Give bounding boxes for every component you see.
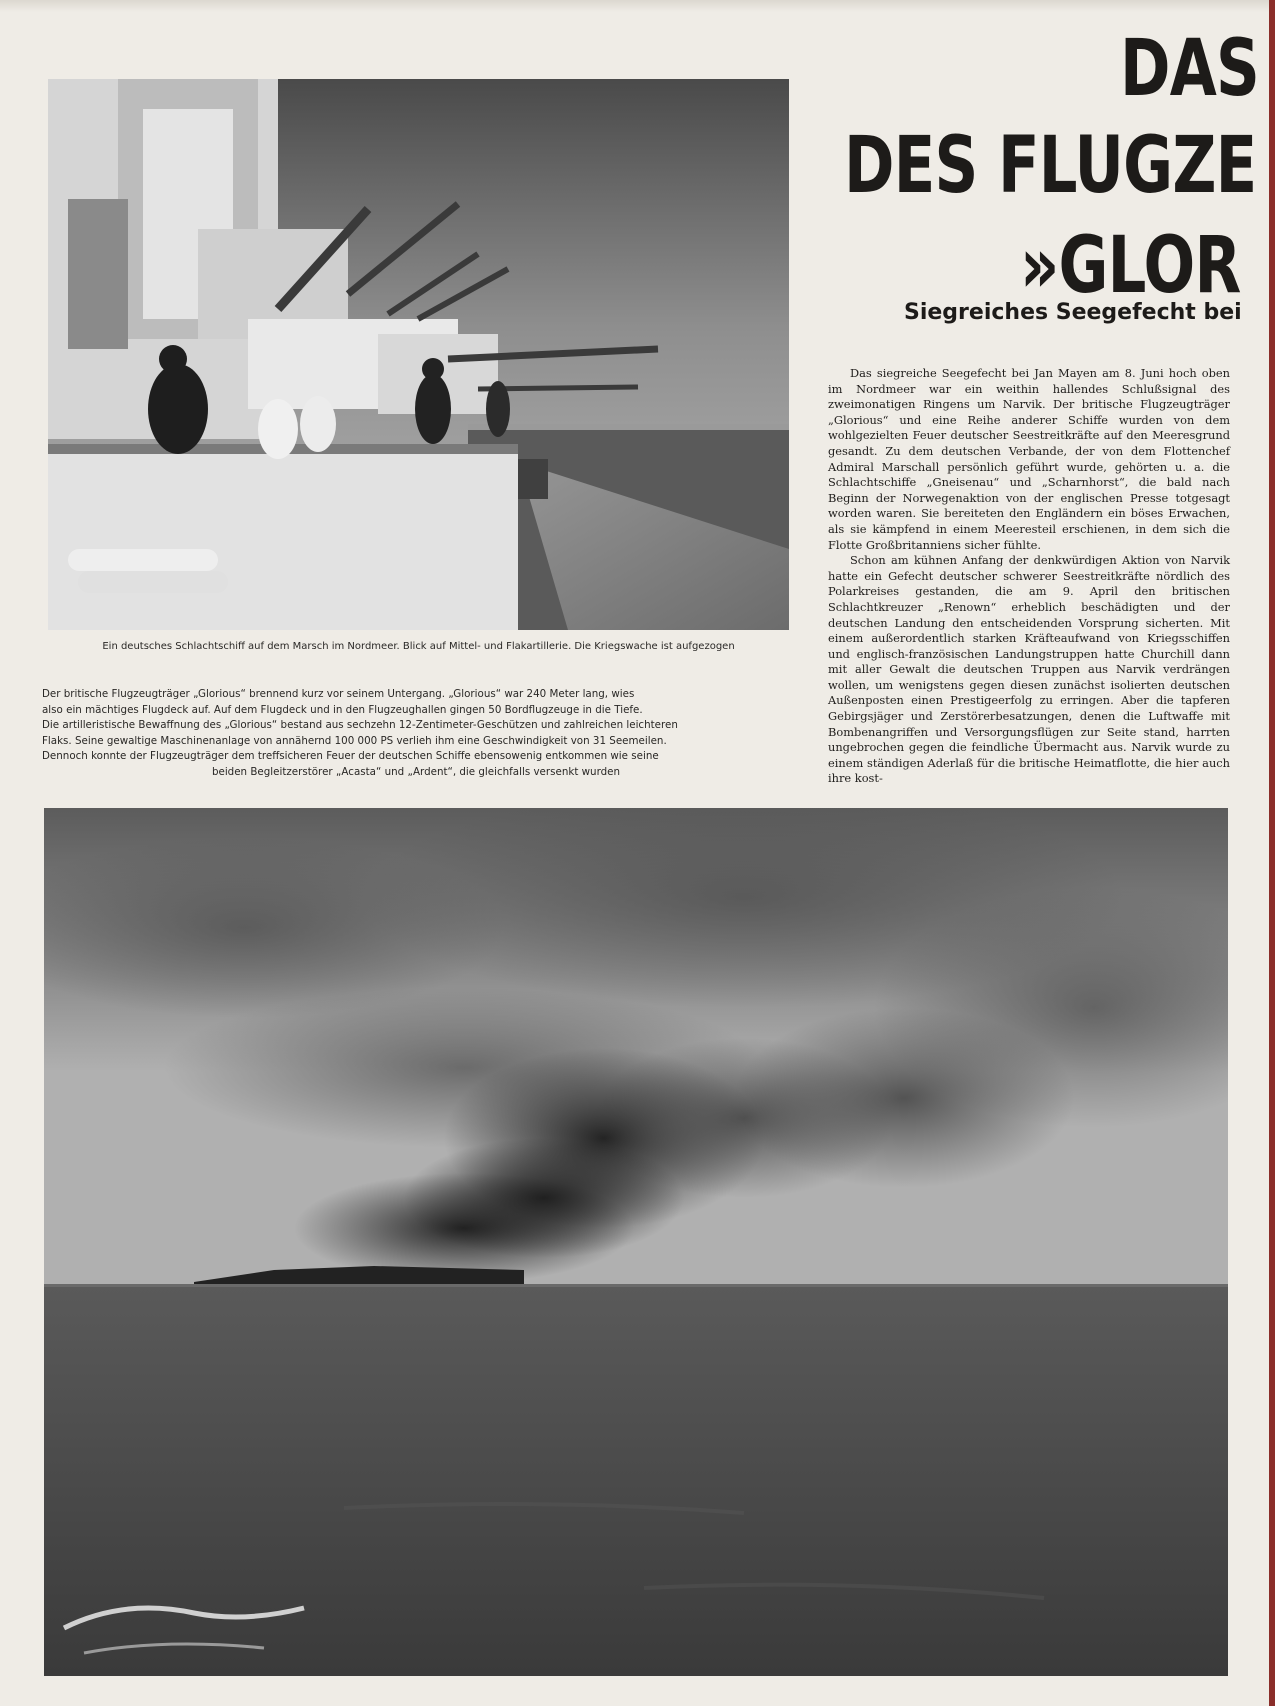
page-top-edge	[0, 0, 1275, 12]
caption-line: beiden Begleitzerstörer „Acasta“ und „Ardent“, die gleichfalls versenkt wurden	[211, 765, 621, 778]
subheadline: Siegreiches Seegefecht bei	[904, 300, 1242, 325]
page-binding-edge	[1269, 0, 1275, 1706]
caption-line: Der britische Flugzeugträger „Glorious“ brennend kurz vor seinem Untergang. „Glorious“ war 240 Meter lang, wies	[42, 688, 635, 700]
headline-line-1: DAS	[1120, 24, 1260, 114]
caption-line: Dennoch konnte der Flugzeugträger dem treffsicheren Feuer der deutschen Schiffe ebensowenig entkommen wie seine	[42, 750, 659, 763]
burning-carrier-photo	[44, 808, 1228, 1676]
photo-caption-top: Ein deutsches Schlachtschiff auf dem Marsch im Nordmeer. Blick auf Mittel- und Flakartillerie. Die Kriegswache ist aufgezogen	[102, 641, 735, 652]
battleship-photo	[48, 79, 789, 630]
headline-line-3: »GLOR	[1020, 221, 1241, 311]
article-paragraph: Das siegreiche Seegefecht bei Jan Mayen am 8. Juni hoch oben im Nordmeer war ein weithin hallendes Schlußsignal des zweimonatigen Ringens um Narvik. Der britische Flugzeugträger „Glorious“ und eine Reihe anderer Schiffe wurden von dem wohlgezielten Feuer deutscher Seestreitkräfte auf den Meeresgrund gesandt. Zu dem deutschen Verbande, der von dem Flottenchef Admiral Marschall persönlich geführt wurde, gehörten u. a. die Schlachtschiffe „Gneisenau“ und „Scharnhorst“, die bald nach Beginn der Norwegenaktion von der englischen Presse totgesagt worden waren. Sie bereiteten den Engländern ein böses Erwachen, als sie kämpfend in einem Meeresteil erschienen, in dem sich die Flotte Großbritanniens sicher fühlte.	[828, 366, 1230, 552]
article-paragraph: Schon am kühnen Anfang der denkwürdigen Aktion von Narvik hatte ein Gefecht deutscher schwerer Seestreitkräfte nördlich des Polarkreises gestanden, die am 9. April den britischen Schlachtkreuzer „Renown“ erheblich beschädigten und der deutschen Landung den entscheidenden Vorsprung sicherten. Mit einem außerordentlich starken Kräfteaufwand von Kriegsschiffen und englisch-französischen Landungstruppen hatte Churchill dann mit aller Gewalt die deutschen Truppen aus Narvik verdrängen wollen, um wenigstens gegen diesen zunächst isolierten deutschen Außenposten einen Prestigeerfolg zu erringen. Aber die tapferen Gebirgsjäger und Zerstörerbesatzungen, denen die Luftwaffe mit Bombenangriffen und Versorgungsflügen zur Seite stand, harrten ungebrochen gegen die feindliche Übermacht aus. Narvik wurde zu einem ständigen Aderlaß für die britische Heimatflotte, die hier auch ihre kost-	[828, 553, 1230, 786]
article-body	[828, 366, 1230, 787]
caption-line: also ein mächtiges Flugdeck auf. Auf dem Flugdeck und in den Flugzeughallen gingen 50 Bordflugzeuge in die Tiefe.	[42, 703, 643, 716]
headline-line-2: DES FLUGZE	[844, 121, 1257, 211]
photo-caption-glorious	[42, 687, 790, 781]
caption-line: Flaks. Seine gewaltige Maschinenanlage von annähernd 100 000 PS verlieh ihm eine Geschwindigkeit von 31 Seemeilen.	[42, 734, 667, 747]
caption-line: Die artilleristische Bewaffnung des „Glorious“ bestand aus sechzehn 12-Zentimeter-Geschützen und zahlreichen leichteren	[42, 719, 678, 732]
